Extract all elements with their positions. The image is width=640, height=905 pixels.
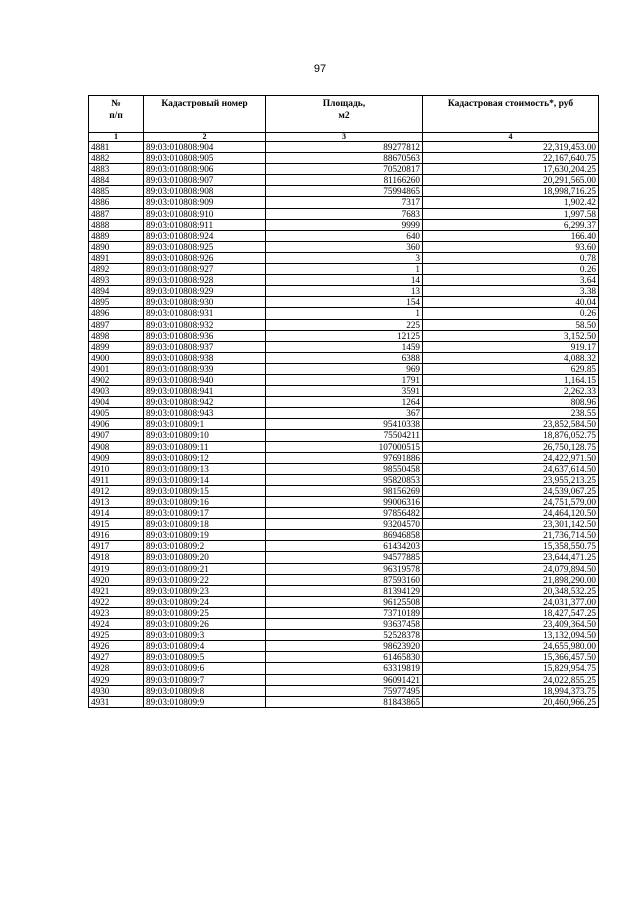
header-index: [89, 96, 144, 133]
table-row: [89, 563, 599, 574]
cadastral-number-cell: 89:03:010809:2: [144, 541, 266, 552]
table-row: [89, 463, 599, 474]
cadastral-value-cell: 919.17: [423, 341, 599, 352]
row-index-cell: 4920: [89, 574, 144, 585]
row-index-cell: 4907: [89, 430, 144, 441]
cadastral-value-cell: 13,132,094.50: [423, 630, 599, 641]
cadastral-number-cell: 89:03:010809:3: [144, 630, 266, 641]
area-cell: 3: [266, 252, 423, 263]
cadastral-number-cell: 89:03:010808:909: [144, 197, 266, 208]
row-index-cell: 4906: [89, 419, 144, 430]
cadastral-number-cell: 89:03:010809:15: [144, 485, 266, 496]
area-cell: 98156269: [266, 485, 423, 496]
area-cell: 95410338: [266, 419, 423, 430]
table-row: [89, 630, 599, 641]
table-row: [89, 585, 599, 596]
table-row: [89, 286, 599, 297]
area-cell: 87593160: [266, 574, 423, 585]
table-row: [89, 397, 599, 408]
table-row: [89, 497, 599, 508]
area-cell: 81394129: [266, 585, 423, 596]
table-row: [89, 441, 599, 452]
area-cell: 107000515: [266, 441, 423, 452]
table-row: [89, 485, 599, 496]
area-cell: 98550458: [266, 463, 423, 474]
cadastral-number-cell: 89:03:010808:925: [144, 241, 266, 252]
area-cell: 154: [266, 297, 423, 308]
cadastral-number-cell: 89:03:010809:26: [144, 619, 266, 630]
header-index-label: п/п: [109, 111, 123, 121]
cadastral-value-cell: 0.78: [423, 252, 599, 263]
cadastral-value-cell: 18,998,716.25: [423, 186, 599, 197]
column-number-row: [89, 133, 599, 142]
cadastral-number-cell: 89:03:010809:16: [144, 497, 266, 508]
row-index-cell: 4882: [89, 153, 144, 164]
row-index-cell: 4887: [89, 208, 144, 219]
cadastral-number-cell: 89:03:010808:942: [144, 397, 266, 408]
row-index-cell: 4896: [89, 308, 144, 319]
row-index-cell: 4893: [89, 275, 144, 286]
table-row: [89, 408, 599, 419]
cadastral-value-cell: 20,348,532.25: [423, 585, 599, 596]
area-cell: 98623920: [266, 641, 423, 652]
header-area-label: Площадь,: [322, 99, 366, 109]
cadastral-value-cell: 23,955,213.25: [423, 474, 599, 485]
area-cell: 63319819: [266, 663, 423, 674]
area-cell: 96125508: [266, 596, 423, 607]
row-index-cell: 4917: [89, 541, 144, 552]
row-index-cell: 4923: [89, 607, 144, 618]
row-index-cell: 4913: [89, 497, 144, 508]
table-row: [89, 252, 599, 263]
cadastral-value-cell: 4,088.32: [423, 352, 599, 363]
area-cell: 96091421: [266, 674, 423, 685]
cadastral-number-cell: 89:03:010809:22: [144, 574, 266, 585]
area-cell: 88670563: [266, 153, 423, 164]
area-cell: 14: [266, 275, 423, 286]
area-cell: 1791: [266, 374, 423, 385]
column-number: 1: [89, 133, 144, 142]
row-index-cell: 4928: [89, 663, 144, 674]
cadastral-value-cell: 17,630,204.25: [423, 164, 599, 175]
row-index-cell: 4890: [89, 241, 144, 252]
area-cell: 73710189: [266, 607, 423, 618]
cadastral-number-cell: 89:03:010809:18: [144, 519, 266, 530]
row-index-cell: 4925: [89, 630, 144, 641]
row-index-cell: 4908: [89, 441, 144, 452]
table-row: [89, 508, 599, 519]
area-cell: 6388: [266, 352, 423, 363]
cadastral-value-cell: 1,997.58: [423, 208, 599, 219]
row-index-cell: 4900: [89, 352, 144, 363]
row-index-cell: 4903: [89, 386, 144, 397]
cadastral-value-cell: 3,152.50: [423, 330, 599, 341]
row-index-cell: 4886: [89, 197, 144, 208]
row-index-cell: 4888: [89, 219, 144, 230]
table-row: [89, 430, 599, 441]
area-cell: 12125: [266, 330, 423, 341]
cadastral-value-cell: 21,736,714.50: [423, 530, 599, 541]
area-cell: 86946858: [266, 530, 423, 541]
row-index-cell: 4884: [89, 175, 144, 186]
table-row: [89, 619, 599, 630]
cadastral-number-cell: 89:03:010808:927: [144, 264, 266, 275]
table-body: [89, 142, 599, 708]
cadastral-number-cell: 89:03:010808:939: [144, 363, 266, 374]
cadastral-number-cell: 89:03:010808:905: [144, 153, 266, 164]
cadastral-value-cell: 3.64: [423, 275, 599, 286]
area-cell: 81166260: [266, 175, 423, 186]
area-cell: 7317: [266, 197, 423, 208]
row-index-cell: 4894: [89, 286, 144, 297]
table-row: [89, 641, 599, 652]
cadastral-number-cell: 89:03:010808:911: [144, 219, 266, 230]
row-index-cell: 4918: [89, 552, 144, 563]
table-row: [89, 374, 599, 385]
cadastral-number-cell: 89:03:010808:929: [144, 286, 266, 297]
cadastral-number-cell: 89:03:010808:926: [144, 252, 266, 263]
row-index-cell: 4891: [89, 252, 144, 263]
table-row: [89, 596, 599, 607]
area-cell: 81843865: [266, 696, 423, 707]
table-row: [89, 363, 599, 374]
cadastral-number-cell: 89:03:010809:4: [144, 641, 266, 652]
row-index-cell: 4885: [89, 186, 144, 197]
row-index-cell: 4926: [89, 641, 144, 652]
cadastral-number-cell: 89:03:010808:930: [144, 297, 266, 308]
cadastral-number-cell: 89:03:010808:937: [144, 341, 266, 352]
table-row: [89, 208, 599, 219]
cadastral-value-cell: 23,852,584.50: [423, 419, 599, 430]
row-index-cell: 4905: [89, 408, 144, 419]
table-row: [89, 474, 599, 485]
area-cell: 96319578: [266, 563, 423, 574]
cadastral-value-cell: 24,022,855.25: [423, 674, 599, 685]
table-row: [89, 330, 599, 341]
cadastral-value-cell: 93.60: [423, 241, 599, 252]
row-index-cell: 4927: [89, 652, 144, 663]
table-row: [89, 519, 599, 530]
cadastral-value-cell: 22,319,453.00: [423, 142, 599, 153]
cadastral-number-cell: 89:03:010808:906: [144, 164, 266, 175]
cadastral-value-cell: 15,366,457.50: [423, 652, 599, 663]
cadastral-number-cell: 89:03:010808:931: [144, 308, 266, 319]
cadastral-number-cell: 89:03:010808:910: [144, 208, 266, 219]
cadastral-number-cell: 89:03:010808:938: [144, 352, 266, 363]
cadastral-value-cell: 21,898,290.00: [423, 574, 599, 585]
cadastral-value-cell: 20,291,565.00: [423, 175, 599, 186]
cadastral-value-cell: 23,644,471.25: [423, 552, 599, 563]
cadastral-value-cell: 24,539,067.25: [423, 485, 599, 496]
cadastral-number-cell: 89:03:010808:924: [144, 230, 266, 241]
cadastral-value-cell: 24,751,579.00: [423, 497, 599, 508]
table-row: [89, 197, 599, 208]
cadastral-value-cell: 808.96: [423, 397, 599, 408]
cadastral-number-cell: 89:03:010809:20: [144, 552, 266, 563]
cadastral-value-cell: 24,637,614.50: [423, 463, 599, 474]
row-index-cell: 4909: [89, 452, 144, 463]
cadastral-value-cell: 22,167,640.75: [423, 153, 599, 164]
cadastral-number-cell: 89:03:010809:21: [144, 563, 266, 574]
area-cell: 1459: [266, 341, 423, 352]
cadastral-number-cell: 89:03:010809:13: [144, 463, 266, 474]
table-row: [89, 230, 599, 241]
cadastral-value-cell: 15,358,550.75: [423, 541, 599, 552]
cadastral-number-cell: 89:03:010808:907: [144, 175, 266, 186]
table-row: [89, 142, 599, 153]
row-index-cell: 4930: [89, 685, 144, 696]
cadastral-number-cell: 89:03:010808:936: [144, 330, 266, 341]
area-cell: 97856482: [266, 508, 423, 519]
table-row: [89, 186, 599, 197]
cadastral-number-cell: 89:03:010809:17: [144, 508, 266, 519]
table-row: [89, 153, 599, 164]
area-cell: 75977495: [266, 685, 423, 696]
row-index-cell: 4902: [89, 374, 144, 385]
cadastral-value-cell: 166.40: [423, 230, 599, 241]
cadastral-value-cell: 24,655,980.00: [423, 641, 599, 652]
table-row: [89, 341, 599, 352]
table-row: [89, 219, 599, 230]
table-row: [89, 552, 599, 563]
row-index-cell: 4883: [89, 164, 144, 175]
row-index-cell: 4911: [89, 474, 144, 485]
area-cell: 75994865: [266, 186, 423, 197]
area-cell: 61465830: [266, 652, 423, 663]
cadastral-number-cell: 89:03:010809:10: [144, 430, 266, 441]
header-cadastral-number: Кадастровый номер: [144, 96, 266, 133]
area-cell: 93204570: [266, 519, 423, 530]
row-index-cell: 4914: [89, 508, 144, 519]
table-row: [89, 696, 599, 707]
table-row: [89, 685, 599, 696]
table-row: [89, 164, 599, 175]
row-index-cell: 4919: [89, 563, 144, 574]
page-number: 97: [313, 63, 327, 75]
cadastral-value-cell: 3.38: [423, 286, 599, 297]
cadastral-value-cell: 15,829,954.75: [423, 663, 599, 674]
row-index-cell: 4899: [89, 341, 144, 352]
header-cadastral-value: Кадастровая стоимость*, руб: [423, 96, 599, 133]
cadastral-number-cell: 89:03:010809:25: [144, 607, 266, 618]
table-row: [89, 308, 599, 319]
area-cell: 70520817: [266, 164, 423, 175]
area-cell: 75504211: [266, 430, 423, 441]
area-cell: 93637458: [266, 619, 423, 630]
cadastral-number-cell: 89:03:010809:12: [144, 452, 266, 463]
cadastral-number-cell: 89:03:010809:1: [144, 419, 266, 430]
cadastral-value-cell: 24,079,894.50: [423, 563, 599, 574]
column-number: 3: [266, 133, 423, 142]
cadastral-number-cell: 89:03:010809:23: [144, 585, 266, 596]
cadastral-value-cell: 24,464,120.50: [423, 508, 599, 519]
area-cell: 640: [266, 230, 423, 241]
cadastral-number-cell: 89:03:010809:6: [144, 663, 266, 674]
cadastral-value-cell: 23,301,142.50: [423, 519, 599, 530]
area-cell: 7683: [266, 208, 423, 219]
cadastral-table: [88, 95, 599, 708]
table-row: [89, 541, 599, 552]
area-cell: 3591: [266, 386, 423, 397]
cadastral-number-cell: 89:03:010808:928: [144, 275, 266, 286]
row-index-cell: 4931: [89, 696, 144, 707]
table-row: [89, 264, 599, 275]
area-cell: 360: [266, 241, 423, 252]
table-row: [89, 663, 599, 674]
row-index-cell: 4898: [89, 330, 144, 341]
row-index-cell: 4892: [89, 264, 144, 275]
table-row: [89, 352, 599, 363]
cadastral-value-cell: 238.55: [423, 408, 599, 419]
header-area: [266, 96, 423, 133]
area-cell: 1: [266, 264, 423, 275]
cadastral-value-cell: 0.26: [423, 264, 599, 275]
table-row: [89, 530, 599, 541]
cadastral-number-cell: 89:03:010809:19: [144, 530, 266, 541]
table-row: [89, 419, 599, 430]
cadastral-value-cell: 24,031,377.00: [423, 596, 599, 607]
row-index-cell: 4901: [89, 363, 144, 374]
cadastral-number-cell: 89:03:010808:941: [144, 386, 266, 397]
table-row: [89, 574, 599, 585]
table-row: [89, 319, 599, 330]
cadastral-value-cell: 6,299.37: [423, 219, 599, 230]
area-cell: 367: [266, 408, 423, 419]
area-cell: 89277812: [266, 142, 423, 153]
table-row: [89, 241, 599, 252]
area-cell: 225: [266, 319, 423, 330]
area-cell: 99006316: [266, 497, 423, 508]
table-row: [89, 275, 599, 286]
cadastral-value-cell: 0.26: [423, 308, 599, 319]
cadastral-number-cell: 89:03:010809:11: [144, 441, 266, 452]
row-index-cell: 4895: [89, 297, 144, 308]
row-index-cell: 4922: [89, 596, 144, 607]
area-cell: 9999: [266, 219, 423, 230]
row-index-cell: 4929: [89, 674, 144, 685]
row-index-cell: 4915: [89, 519, 144, 530]
row-index-cell: 4889: [89, 230, 144, 241]
row-index-cell: 4897: [89, 319, 144, 330]
column-number: 2: [144, 133, 266, 142]
area-cell: 969: [266, 363, 423, 374]
row-index-cell: 4921: [89, 585, 144, 596]
cadastral-number-cell: 89:03:010808:904: [144, 142, 266, 153]
cadastral-value-cell: 58.50: [423, 319, 599, 330]
column-number: 4: [423, 133, 599, 142]
table-row: [89, 175, 599, 186]
cadastral-value-cell: 1,164.15: [423, 374, 599, 385]
cadastral-number-cell: 89:03:010808:908: [144, 186, 266, 197]
area-cell: 94577885: [266, 552, 423, 563]
header-area-unit: м2: [338, 111, 350, 121]
cadastral-value-cell: 18,427,547.25: [423, 607, 599, 618]
row-index-cell: 4912: [89, 485, 144, 496]
cadastral-value-cell: 1,902.42: [423, 197, 599, 208]
table-row: [89, 452, 599, 463]
area-cell: 61434203: [266, 541, 423, 552]
row-index-cell: 4881: [89, 142, 144, 153]
cadastral-number-cell: 89:03:010809:9: [144, 696, 266, 707]
cadastral-value-cell: 629.85: [423, 363, 599, 374]
row-index-cell: 4916: [89, 530, 144, 541]
cadastral-number-cell: 89:03:010808:943: [144, 408, 266, 419]
table-header-row: [89, 96, 599, 133]
cadastral-value-cell: 24,422,971.50: [423, 452, 599, 463]
cadastral-value-cell: 26,750,128.75: [423, 441, 599, 452]
area-cell: 95820853: [266, 474, 423, 485]
cadastral-value-cell: 2,262.33: [423, 386, 599, 397]
cadastral-number-cell: 89:03:010809:5: [144, 652, 266, 663]
cadastral-number-cell: 89:03:010808:932: [144, 319, 266, 330]
cadastral-value-cell: 18,994,373.75: [423, 685, 599, 696]
cadastral-value-cell: 23,409,364.50: [423, 619, 599, 630]
cadastral-number-cell: 89:03:010809:14: [144, 474, 266, 485]
table-row: [89, 297, 599, 308]
cadastral-number-cell: 89:03:010809:8: [144, 685, 266, 696]
row-index-cell: 4924: [89, 619, 144, 630]
cadastral-value-cell: 40.04: [423, 297, 599, 308]
area-cell: 1264: [266, 397, 423, 408]
row-index-cell: 4904: [89, 397, 144, 408]
table-row: [89, 652, 599, 663]
header-index-symbol: №: [111, 99, 121, 109]
row-index-cell: 4910: [89, 463, 144, 474]
cadastral-number-cell: 89:03:010809:7: [144, 674, 266, 685]
cadastral-number-cell: 89:03:010809:24: [144, 596, 266, 607]
area-cell: 97691886: [266, 452, 423, 463]
table-row: [89, 607, 599, 618]
area-cell: 1: [266, 308, 423, 319]
area-cell: 52528378: [266, 630, 423, 641]
table-row: [89, 674, 599, 685]
cadastral-number-cell: 89:03:010808:940: [144, 374, 266, 385]
table-row: [89, 386, 599, 397]
cadastral-value-cell: 20,460,966.25: [423, 696, 599, 707]
area-cell: 13: [266, 286, 423, 297]
cadastral-value-cell: 18,876,052.75: [423, 430, 599, 441]
